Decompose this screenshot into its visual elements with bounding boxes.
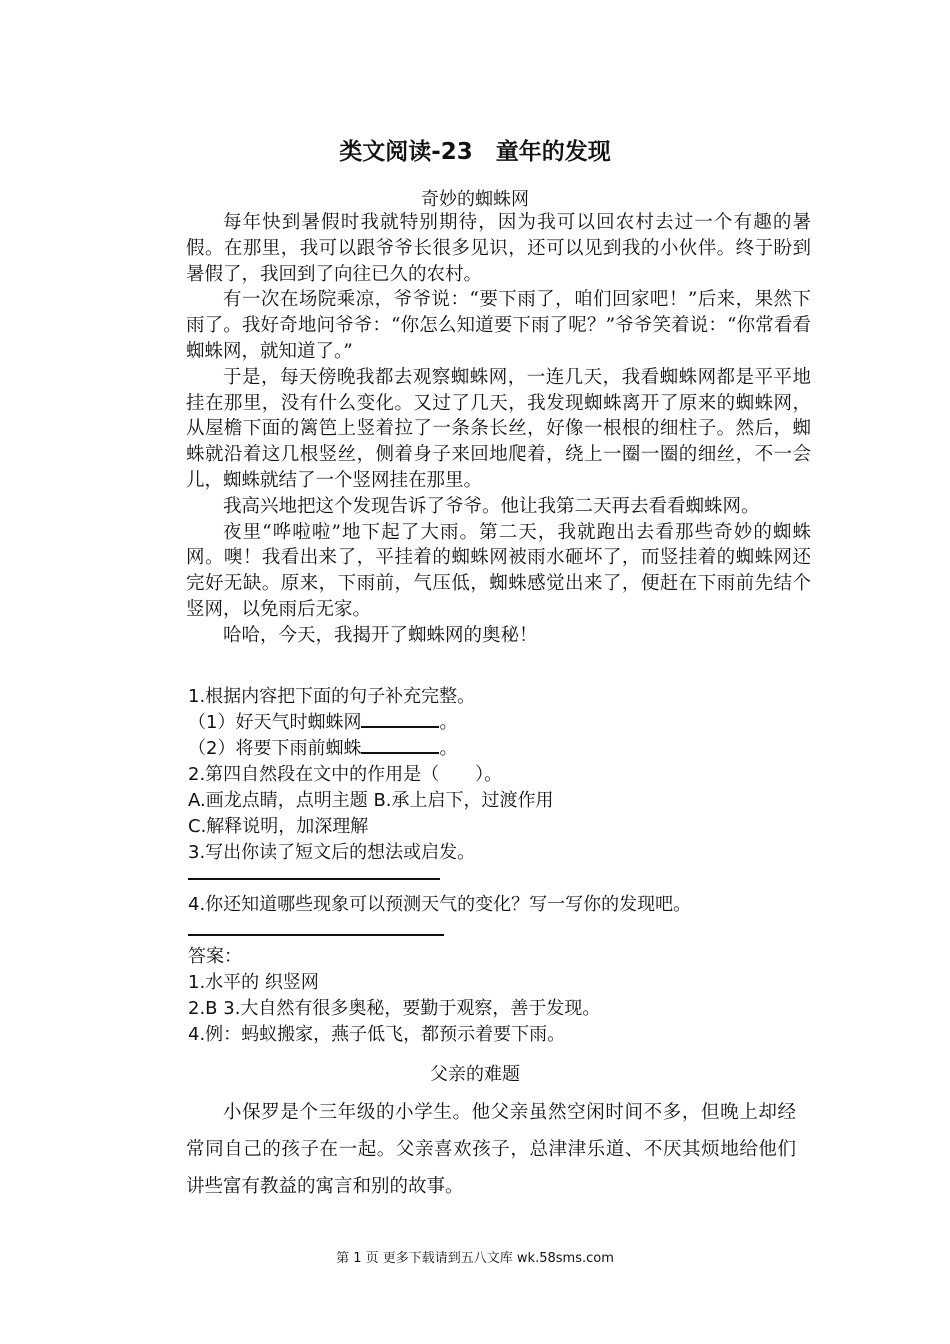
story1-paragraph: 有一次在场院乘凉，爷爷说：“要下雨了，咱们回家吧！”后来，果然下雨了。我好奇地问爷爷：“你怎么知道要下雨了呢？”爷爷笑着说：“你常看看蜘蛛网，就知道了。” xyxy=(186,289,811,362)
question-1b-text: （2）将要下雨前蜘蛛 xyxy=(188,738,362,759)
story1-paragraph: 于是，每天傍晚我都去观察蜘蛛网，一连几天，我看蜘蛛网都是平平地挂在那里，没有什么变化。又过了几天，我发现蜘蛛离开了原来的蜘蛛网，从屋檐下面的篱笆上竖着拉了一条条长丝，好像一根根的细柱子。然后，蜘蛛就沿着这几根竖丝，侧着身子来回地爬着，绕上一圈一圈的细丝，不一会儿，蜘蛛就结了一个竖网挂在那里。 xyxy=(186,366,811,491)
answers-label: 答案： xyxy=(188,946,242,967)
story1-paragraph: 夜里“哗啦啦”地下起了大雨。第二天，我就跑出去看那些奇妙的蜘蛛网。噢！我看出来了，平挂着的蜘蛛网被雨水砸坏了，而竖挂着的蜘蛛网还完好无缺。原来，下雨前，气压低，蜘蛛感觉出来了，便赶在下雨前先结个竖网，以免雨后无家。 xyxy=(186,521,811,620)
story1-body xyxy=(186,210,811,649)
period: 。 xyxy=(439,712,458,733)
question-1a xyxy=(188,710,818,736)
question-2-options-ab: A.画龙点睛，点明主题 B.承上启下，过渡作用 xyxy=(188,790,554,811)
answer-blank[interactable] xyxy=(361,736,439,754)
question-1: 1.根据内容把下面的句子补充完整。 xyxy=(188,686,476,707)
question-3-answer-area xyxy=(188,866,818,892)
story1-paragraph: 每年快到暑假时我就特别期待，因为我可以回农村去过一个有趣的暑假。在那里，我可以跟爷爷长很多见识，还可以见到我的小伙伴。终于盼到暑假了，我回到了向往已久的农村。 xyxy=(186,212,811,285)
period: 。 xyxy=(439,738,458,759)
question-2-option-c: C.解释说明，加深理解 xyxy=(188,816,369,837)
question-2: 2.第四自然段在文中的作用是（ ）。 xyxy=(188,764,503,785)
question-1b xyxy=(188,736,818,762)
answer-blank[interactable] xyxy=(361,710,439,728)
answer-line[interactable] xyxy=(188,876,440,880)
answer-2-3: 2.B 3.大自然有很多奥秘，要勤于观察，善于发现。 xyxy=(188,998,601,1019)
answer-4: 4.例：蚂蚁搬家，燕子低飞，都预示着要下雨。 xyxy=(188,1024,566,1045)
questions-section xyxy=(188,684,818,1048)
answer-1: 1.水平的 织竖网 xyxy=(188,972,319,993)
page-footer: 第 1 页 更多下载请到五八文库 wk.58sms.com xyxy=(336,1251,614,1266)
document-title: 类文阅读-23 童年的发现 xyxy=(339,139,611,165)
answer-line[interactable] xyxy=(188,932,444,936)
question-1a-text: （1）好天气时蜘蛛网 xyxy=(188,712,362,733)
question-3: 3.写出你读了短文后的想法或启发。 xyxy=(188,842,476,863)
story1-paragraph: 我高兴地把这个发现告诉了爷爷。他让我第二天再去看看蜘蛛网。 xyxy=(223,495,760,517)
story1-heading: 奇妙的蜘蛛网 xyxy=(421,189,529,210)
story2-paragraph: 小保罗是个三年级的小学生。他父亲虽然空闲时间不多，但晚上却经常同自己的孩子在一起。父亲喜欢孩子，总津津乐道、不厌其烦地给他们讲些富有教益的寓言和别的故事。 xyxy=(186,1102,796,1197)
question-4: 4.你还知道哪些现象可以预测天气的变化？写一写你的发现吧。 xyxy=(188,894,692,915)
story2-body xyxy=(186,1094,796,1205)
story2-heading: 父亲的难题 xyxy=(430,1064,520,1085)
story1-paragraph: 哈哈，今天，我揭开了蜘蛛网的奥秘！ xyxy=(223,624,538,646)
question-4-answer-area xyxy=(188,918,818,944)
